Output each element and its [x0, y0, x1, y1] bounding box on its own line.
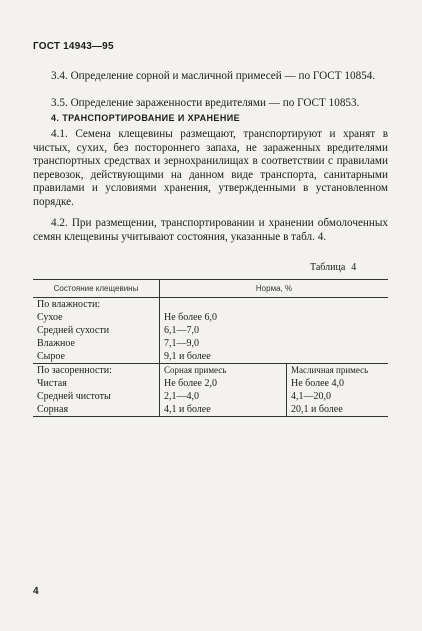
- norm-cell: 6,1—7,0: [160, 324, 389, 337]
- clause-3-4-text: 3.4. Определение сорной и масличной примесей — по ГОСТ 10854.: [51, 70, 376, 82]
- table-caption-word: Таблица: [310, 262, 346, 273]
- state-cell: Сухое: [37, 312, 63, 323]
- table-row: [33, 403, 388, 417]
- table-header-row: [33, 280, 388, 298]
- clause-4-1-text: 4.1. Семена клещевины размещают, транспортируют и хранят в чистых, сухих, без постороннего запаха, не зараженных вредителями транспортных средствах и зернохранилищах в соответствии с правилами перевозок, действующими на данном виде транспорта, санитарными правилами и условиями хранения, утвержденными в установленном порядке.: [33, 128, 388, 208]
- clause-3-5: [33, 97, 388, 111]
- table-caption: [310, 262, 356, 273]
- oil-cell: 4,1—20,0: [287, 390, 389, 403]
- table-row: [33, 364, 388, 378]
- weed-cell: Не более 2,0: [160, 377, 287, 390]
- clause-3-5-text: 3.5. Определение зараженности вредителями — по ГОСТ 10853.: [51, 97, 360, 109]
- header-norm: Норма, %: [160, 280, 389, 298]
- state-cell: Влажное: [37, 338, 75, 349]
- table-row: [33, 390, 388, 403]
- state-cell: Сорная: [33, 403, 160, 417]
- table-row: [33, 337, 388, 350]
- clause-4-2-text: 4.2. При размещении, транспортировании и хранении обмолоченных семян клещевины учитывают состояния, указанные в табл. 4.: [33, 217, 388, 243]
- norm-cell: Не более 6,0: [160, 311, 389, 324]
- clause-4-1: [33, 128, 388, 210]
- state-cell: Средней сухости: [37, 325, 110, 336]
- table-row: [33, 350, 388, 364]
- norm-cell: 9,1 и более: [160, 350, 389, 364]
- state-cell: Чистая: [37, 378, 67, 389]
- norms-table: [33, 279, 388, 417]
- subheader-oil: Масличная примесь: [287, 364, 389, 378]
- table-row: [33, 377, 388, 390]
- subheader-weed: Сорная примесь: [160, 364, 287, 378]
- table-row: [33, 311, 388, 324]
- table-caption-number: 4: [351, 262, 357, 273]
- oil-cell: Не более 4,0: [287, 377, 389, 390]
- weed-cell: 2,1—4,0: [160, 390, 287, 403]
- litter-group-label: По засоренности:: [33, 364, 160, 378]
- document-header: ГОСТ 14943—95: [33, 41, 114, 52]
- norm-cell: 7,1—9,0: [160, 337, 389, 350]
- table-row: [33, 324, 388, 337]
- clause-4-2: [33, 217, 388, 244]
- state-cell: Средней чистоты: [37, 391, 111, 402]
- page-number: 4: [33, 586, 39, 597]
- state-cell: Сырое: [37, 351, 65, 362]
- weed-cell: 4,1 и более: [160, 403, 287, 417]
- section-4-title: 4. ТРАНСПОРТИРОВАНИЕ И ХРАНЕНИЕ: [51, 113, 240, 123]
- clause-3-4: [33, 70, 388, 84]
- oil-cell: 20,1 и более: [287, 403, 389, 417]
- header-state: Состояние клещевины: [33, 280, 160, 298]
- humidity-group-label: По влажности:: [37, 299, 101, 310]
- table-row: [33, 298, 388, 312]
